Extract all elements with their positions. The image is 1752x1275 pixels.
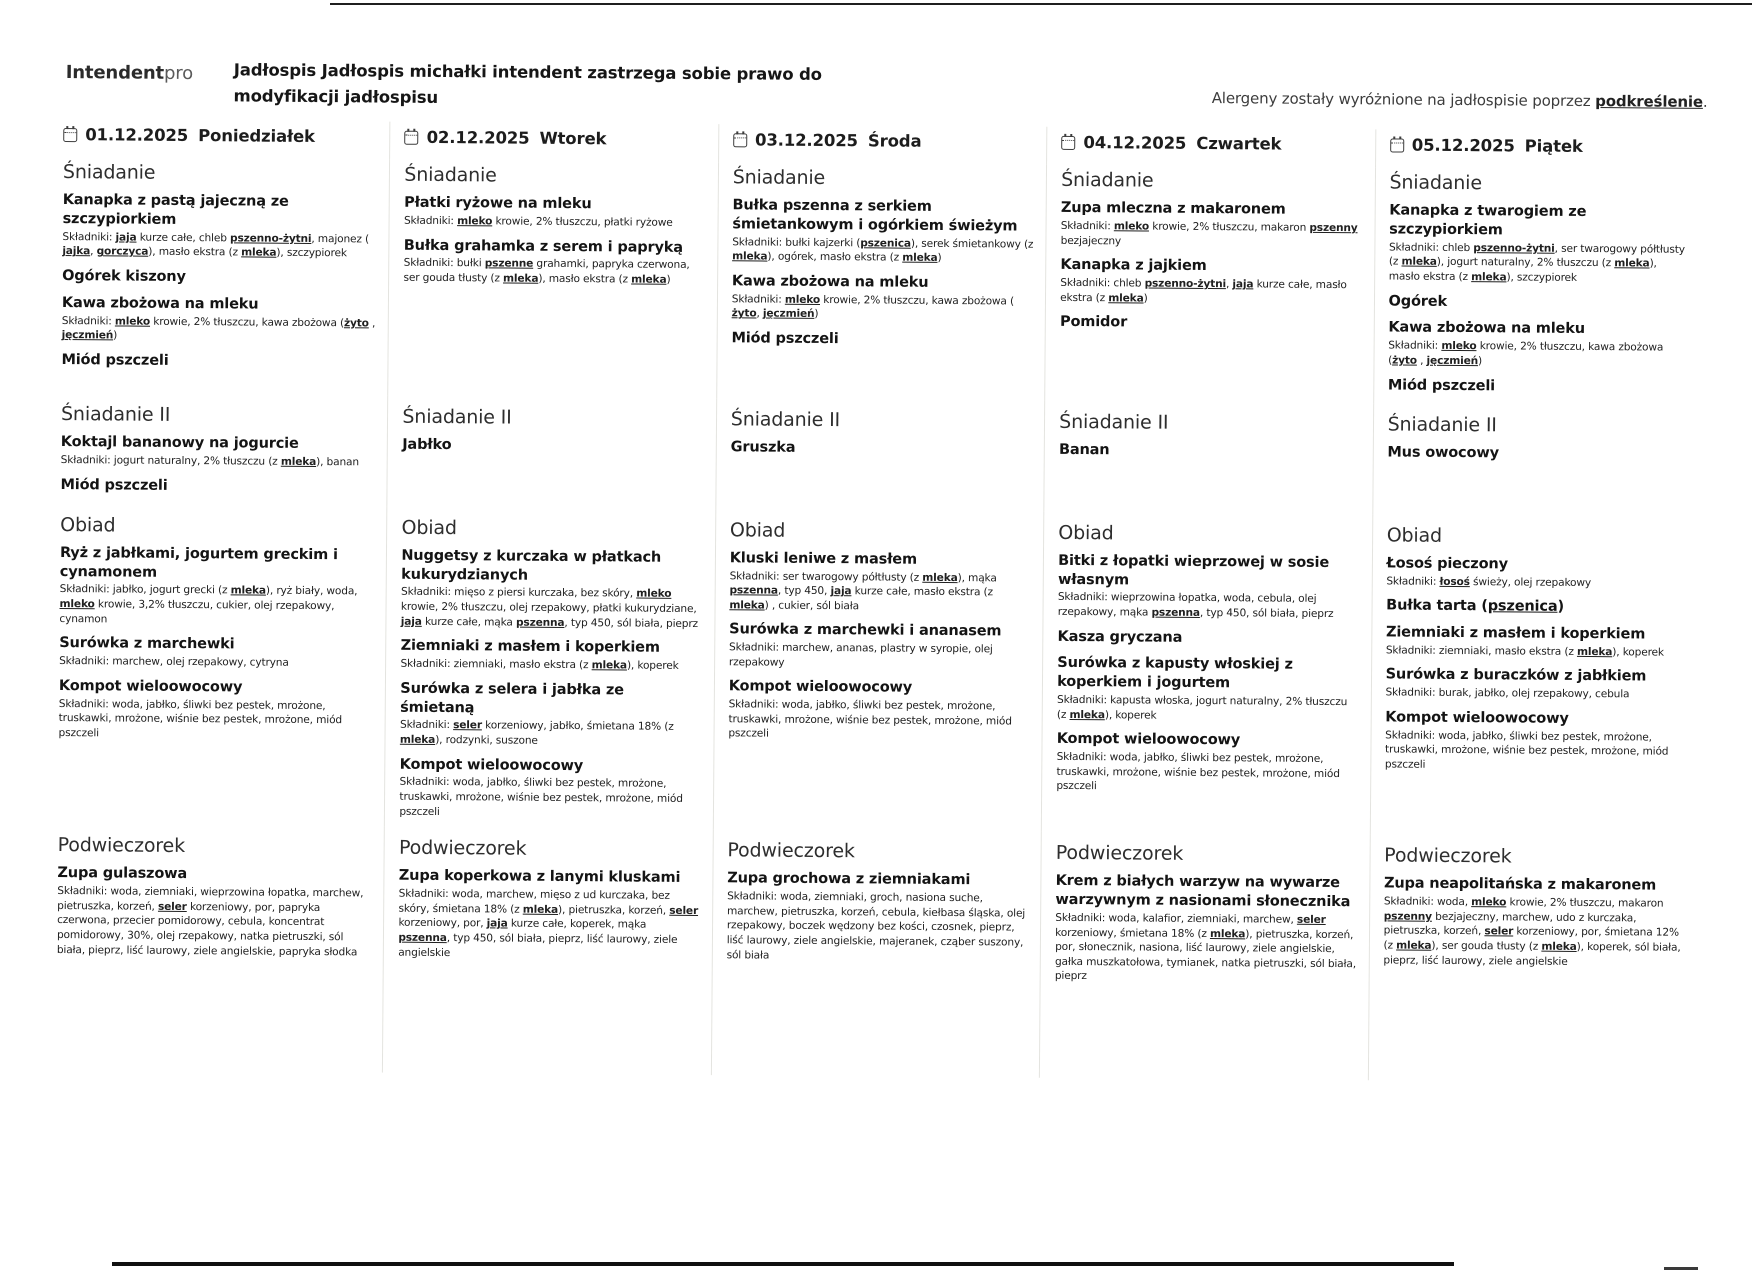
allergen-term: mleko	[636, 587, 672, 601]
dish-name: Pomidor	[1059, 314, 1128, 331]
dish-name: Surówka z selera i jabłka ze śmietaną	[400, 680, 624, 716]
allergen-term: mleka	[241, 246, 277, 260]
day-date: 01.12.2025	[85, 124, 189, 145]
dish-ingredients: Składniki: marchew, olej rzepakowy, cytryna	[59, 655, 289, 669]
allergen-note	[1212, 89, 1708, 111]
allergen-term: mleka	[1576, 645, 1613, 659]
dish-ingredients: Składniki: wieprzowina łopatka, woda, cebula, olej rzepakowy, mąka pszenna, typ 450, sól biała, pieprz	[1057, 591, 1334, 621]
dish-ingredients: Składniki: burak, jabłko, olej rzepakowy, cebula	[1385, 686, 1630, 701]
allergen-term: seler	[669, 904, 699, 917]
calendar-icon	[1061, 136, 1075, 150]
logo-text-suffix: pro	[163, 62, 194, 85]
meal-section-cell	[387, 396, 714, 509]
allergen-term: mleka	[230, 584, 266, 598]
dish-name: Ziemniaki z masłem i koperkiem	[1385, 624, 1646, 643]
allergen-term: jaja	[1232, 278, 1254, 291]
allergen-term: mleka	[922, 571, 958, 584]
dish-ingredients: Składniki: mleko krowie, 2% tłuszczu, płatki ryżowe	[403, 214, 673, 229]
dish-ingredients: Składniki: woda, jabłko, śliwki bez pestek, mrożone, truskawki, mrożone, wiśnie bez pestek, mrożone, miód pszczeli	[1384, 729, 1669, 771]
section-title: Śniadanie II	[730, 408, 841, 432]
allergen-term: seler	[1484, 925, 1514, 938]
dish-name: Kawa zbożowa na mleku	[1388, 319, 1585, 338]
day-weekday: Piątek	[1524, 136, 1583, 156]
dish-name: Nuggetsy z kurczaka w płatkach kukurydzianych	[401, 547, 662, 584]
allergen-term: seler	[157, 900, 187, 913]
allergen-term: pszenna	[398, 931, 447, 944]
allergen-term: mleka	[631, 273, 667, 286]
dish-name: Ziemniaki z masłem i koperkiem	[400, 637, 660, 656]
section-title: Śniadanie	[1389, 171, 1482, 195]
section-title: Obiad	[729, 518, 786, 542]
section-title: Śniadanie II	[402, 406, 512, 429]
dish-ingredients: Składniki: marchew, ananas, plastry w syropie, olej rzepakowy	[728, 641, 993, 669]
dish-ingredients: Składniki: jaja kurze całe, chleb pszenno-żytni, majonez ( jajka, gorczyca), masło ekstra (z mleka), szczypiorek	[62, 230, 370, 260]
allergen-term: mleko	[1471, 896, 1507, 909]
section-title: Podwieczorek	[57, 834, 186, 858]
dish-name: Kawa zbożowa na mleku	[61, 294, 259, 313]
dish-name: Ogórek	[1388, 293, 1448, 310]
dish-name: Surówka z marchewki i ananasem	[729, 621, 1002, 640]
allergen-term: pszenne	[484, 257, 534, 271]
section-title: Obiad	[1386, 524, 1443, 547]
section-title: Podwieczorek	[1055, 842, 1184, 866]
dish-name: Bułka pszenna z serkiem śmietankowym i ogórkiem świeżym	[732, 197, 1018, 235]
day-date: 04.12.2025	[1083, 132, 1187, 153]
dish-name: Zupa gulaszowa	[57, 865, 188, 883]
calendar-icon	[405, 131, 419, 145]
allergen-term: mleka	[902, 252, 938, 265]
allergen-term: mleka	[1108, 291, 1144, 305]
dish-name: Zupa neapolitańska z makaronem	[1383, 875, 1657, 894]
dish-name: Ogórek kiszony	[62, 268, 186, 286]
dish-name: Bitki z łopatki wieprzowej w sosie własnym	[1057, 552, 1330, 588]
dish-ingredients: Składniki: łosoś świeży, olej rzepakowy	[1386, 574, 1592, 589]
allergen-term: mleka	[732, 250, 768, 263]
day-weekday: Środa	[867, 130, 922, 151]
dish-name: Kasza gryczana	[1057, 628, 1183, 646]
meal-section-cell	[1372, 404, 1699, 517]
allergen-term: jęczmień	[762, 308, 815, 321]
allergen-term: żyto	[1392, 354, 1417, 367]
allergen-term: pszenica	[860, 237, 911, 250]
section-title: Podwieczorek	[727, 839, 855, 863]
dish-name: Kanapka z pastą jajeczną ze szczypiorkiem	[62, 192, 289, 228]
section-title: Śniadanie	[62, 161, 156, 184]
allergen-term: pszenna	[729, 584, 778, 597]
allergen-term: mleko	[1113, 220, 1150, 233]
allergen-term: jęczmień	[1426, 354, 1479, 368]
allergen-term: mleka	[502, 272, 539, 285]
section-title: Obiad	[60, 513, 116, 537]
section-title: Śniadanie II	[60, 403, 171, 427]
dish-ingredients: Składniki: kapusta włoska, jogurt naturalny, 2% tłuszczu (z mleka), koperek	[1056, 693, 1348, 722]
allergen-term: pszenno-żytni	[1473, 241, 1555, 255]
section-title: Śniadanie	[732, 166, 826, 190]
meal-section-cell	[59, 157, 387, 396]
dish-name: Miód pszczeli	[731, 330, 839, 348]
allergen-term: mleka	[591, 659, 628, 672]
section-title: Podwieczorek	[1384, 844, 1512, 868]
allergen-term: mleka	[1209, 927, 1246, 940]
allergen-term: pszenica	[1487, 598, 1558, 615]
allergen-term: mleka	[1396, 939, 1432, 952]
meal-section-cell	[1044, 165, 1372, 404]
dish-name: Mus owocowy	[1387, 444, 1499, 462]
dish-ingredients: Składniki: jogurt naturalny, 2% tłuszczu (z mleka), banan	[60, 454, 360, 469]
dish-name: Miód pszczeli	[60, 476, 168, 494]
dish-name: Surówka z buraczków z jabłkiem	[1385, 666, 1647, 685]
dish-ingredients: Składniki: woda, ziemniaki, wieprzowina łopatka, marchew, pietruszka, korzeń, seler korzeniowy, por, papryka czerwona, przecier pomidorowy, cebula, koncentrat pomidorowy, 30%, olej rzepakowy, natka pietruszki, sól biała, pieprz, liść laurowy, ziele angielskie, papryka słodka	[56, 885, 364, 958]
dish-name: Bułka tarta (pszenica)	[1386, 597, 1565, 615]
allergen-term: seler	[1296, 913, 1326, 926]
dish-ingredients: Składniki: mleko krowie, 2% tłuszczu, makaron pszenny bezjajeczny	[1060, 219, 1358, 247]
allergen-term: jaja	[830, 585, 852, 598]
allergen-note-period: .	[1702, 92, 1708, 111]
dish-ingredients: Składniki: woda, jabłko, śliwki bez pestek, mrożone, truskawki, mrożone, wiśnie bez pestek, mrożone, miód pszczeli	[728, 698, 1012, 741]
day-header	[61, 119, 388, 160]
allergen-term: pszenna	[515, 616, 565, 629]
calendar-icon	[733, 133, 747, 147]
day-weekday: Czwartek	[1196, 133, 1282, 154]
dish-ingredients: Składniki: seler korzeniowy, jabłko, śmietana 18% (z mleka), rodzynki, suszone	[399, 719, 674, 747]
day-date: 03.12.2025	[754, 130, 858, 150]
allergen-term: mleka	[1069, 708, 1105, 721]
dish-ingredients: Składniki: woda, mleko krowie, 2% tłuszczu, makaron pszenny bezjajeczny, marchew, udo z kurczaka, pietruszka, korzeń, seler korzeniowy, por, śmietana 12% (z mleka), ser gouda tłusty (z mleka), koperek, sól biała, pieprz, liść laurowy, ziele angielskie	[1383, 895, 1681, 968]
allergen-term: gorczyca	[96, 245, 149, 259]
dish-ingredients: Składniki: chleb pszenno-żytni, ser twarogowy półtłusty (z mleka), jogurt naturalny, 2% tłuszczu (z mleka), masło ekstra (z mleka), szczypiorek	[1388, 241, 1685, 284]
page-title: Jadłospis Jadłospis michałki intendent zastrzega sobie prawo do modyfikacji jadłospisu	[233, 60, 822, 107]
allergen-term: mleko	[1441, 340, 1477, 353]
dish-name: Łosoś pieczony	[1386, 555, 1508, 573]
dish-name: Miód pszczeli	[1387, 376, 1496, 394]
meal-section-cell	[715, 399, 1042, 512]
meal-section-cell	[1369, 514, 1698, 837]
dish-name: Ryż z jabłkami, jogurtem greckim i cynamonem	[59, 544, 338, 581]
dish-ingredients: Składniki: woda, marchew, mięso z ud kurczaka, bez skóry, śmietana 18% (z mleka), pietruszka, korzeń, seler korzeniowy, por, jaja kurze całe, koperek, mąka pszenna, typ 450, sól biała, pieprz, liść laurowy, ziele angielskie	[398, 887, 699, 959]
section-title: Podwieczorek	[398, 836, 527, 860]
allergen-term: żyto	[343, 316, 369, 330]
dish-ingredients: Składniki: mięso z piersi kurczaka, bez skóry, mleko krowie, 2% tłuszczu, olej rzepakowy, płatki kukurydziane, jaja kurze całe, mąka pszenna, typ 450, sól biała, pieprz	[400, 586, 699, 630]
dish-name: Surówka z marchewki	[59, 635, 235, 653]
allergen-term: mleka	[280, 455, 317, 469]
section-title: Śniadanie II	[1059, 411, 1169, 435]
dish-name: Kawa zbożowa na mleku	[731, 273, 929, 291]
allergen-note-text: Alergeny zostały wyróżnione na jadłospisie poprzez	[1211, 89, 1596, 111]
dish-ingredients: Składniki: mleko krowie, 2% tłuszczu, kawa zbożowa (żyto , jęczmień)	[1388, 339, 1664, 368]
allergen-term: jaja	[400, 615, 422, 628]
dish-name: Płatki ryżowe na mleku	[404, 194, 592, 213]
allergen-note-highlight: podkreślenie	[1595, 92, 1704, 111]
dish-ingredients: Składniki: woda, jabłko, śliwki bez pestek, mrożone, truskawki, mrożone, wiśnie bez pestek, mrożone, miód pszczeli	[58, 697, 343, 740]
dish-name: Kanapka z jajkiem	[1060, 257, 1207, 275]
dish-ingredients: Składniki: jabłko, jogurt grecki (z mleka), ryż biały, woda, mleko krowie, 3,2% tłuszczu, cukier, olej rzepakowy, cynamon	[59, 583, 358, 625]
dish-ingredients: Składniki: mleko krowie, 2% tłuszczu, kawa zbożowa ( żyto, jęczmień)	[731, 293, 1015, 321]
dish-ingredients: Składniki: mleko krowie, 2% tłuszczu, kawa zbożowa (żyto , jęczmień)	[61, 314, 376, 342]
dish-ingredients: Składniki: ziemniaki, masło ekstra (z mleka), koperek	[1385, 644, 1664, 659]
intendentpro-logo	[66, 62, 234, 84]
scan-artifact-bottom-mark	[1664, 1267, 1698, 1270]
section-title: Śniadanie	[1061, 168, 1154, 192]
meal-section-cell	[56, 504, 385, 827]
dish-name: Zupa koperkowa z lanymi kluskami	[398, 867, 681, 887]
dish-name: Banan	[1058, 442, 1110, 459]
menu-grid	[0, 109, 1751, 1084]
dish-ingredients: Składniki: ziemniaki, masło ekstra (z mleka), koperek	[400, 657, 679, 672]
dish-ingredients: Składniki: bułki kajzerki (pszenica), serek śmietankowy (z mleka), ogórek, masło ekstra (z mleka)	[732, 236, 1034, 265]
dish-name: Surówka z kapusty włoskiej z koperkiem i jogurtem	[1057, 655, 1293, 692]
allergen-term: mleka	[1471, 271, 1507, 284]
day-header	[718, 124, 1045, 165]
meal-section-cell	[54, 824, 382, 1073]
allergen-term: jajka	[62, 245, 91, 258]
allergen-term: łosoś	[1439, 575, 1470, 588]
meal-section-cell	[713, 509, 1042, 832]
meal-section-cell	[384, 506, 713, 829]
scan-artifact-bottom-line	[112, 1262, 1454, 1266]
dish-name: Zupa grochowa z ziemniakami	[727, 870, 971, 889]
allergen-term: pszenno-żytni	[229, 232, 312, 245]
section-title: Obiad	[401, 516, 457, 539]
allergen-term: mleka	[1401, 255, 1437, 269]
dish-name: Kompot wieloowocowy	[1385, 709, 1569, 727]
day-header	[1375, 129, 1702, 170]
allergen-term: pszenny	[1309, 221, 1358, 235]
meal-section-cell	[382, 827, 710, 1076]
dish-name: Kluski leniwe z masłem	[729, 549, 918, 568]
allergen-term: jaja	[486, 917, 508, 930]
section-title: Śniadanie	[404, 163, 497, 187]
allergen-term: pszenno-żytni	[1144, 277, 1227, 291]
dish-name: Koktajl bananowy na jogurcie	[60, 434, 299, 453]
meal-section-cell	[58, 393, 385, 506]
dish-name: Krem z białych warzyw na wywarze warzywnym z nasionami słonecznika	[1055, 873, 1351, 911]
day-weekday: Poniedziałek	[198, 125, 315, 146]
dish-name: Kompot wieloowocowy	[399, 756, 584, 774]
allergen-term: pszenny	[1383, 910, 1432, 923]
allergen-term: mleko	[114, 315, 151, 328]
allergen-term: seler	[453, 719, 482, 732]
dish-ingredients: Składniki: chleb pszenno-żytni, jaja kurze całe, masło ekstra (z mleka)	[1060, 276, 1347, 305]
allergen-term: mleko	[59, 597, 95, 611]
section-title: Śniadanie II	[1387, 413, 1497, 437]
meal-section-cell	[716, 162, 1044, 401]
allergen-term: mleka	[729, 599, 765, 612]
meal-section-cell	[1367, 835, 1695, 1084]
day-header	[1046, 127, 1373, 168]
allergen-term: mleko	[457, 215, 493, 228]
dish-name: Kompot wieloowocowy	[728, 678, 913, 697]
day-header	[389, 122, 716, 163]
allergen-term: mleka	[522, 903, 559, 916]
allergen-term: mleko	[784, 293, 821, 306]
dish-ingredients: Składniki: woda, jabłko, śliwki bez pestek, mrożone, truskawki, mrożone, wiśnie bez pestek, mrożone, miód pszczeli	[1056, 751, 1340, 793]
dish-name: Jabłko	[402, 437, 452, 454]
dish-name: Bułka grahamka z serem i papryką	[403, 237, 683, 256]
dish-ingredients: Składniki: bułki pszenne grahamki, papryka czerwona, ser gouda tłusty (z mleka), masło ekstra (z mleka)	[403, 257, 690, 286]
allergen-term: żyto	[731, 307, 757, 320]
meal-section-cell	[1044, 401, 1371, 514]
day-date: 02.12.2025	[426, 127, 530, 148]
meal-section-cell	[1373, 167, 1701, 406]
day-date: 05.12.2025	[1411, 135, 1515, 156]
dish-name: Gruszka	[730, 439, 796, 457]
scan-artifact-top-line	[330, 3, 1752, 5]
dish-name: Miód pszczeli	[61, 351, 169, 369]
dish-name: Kompot wieloowocowy	[58, 677, 243, 696]
dish-name: Kanapka z twarogiem ze szczypiorkiem	[1389, 202, 1587, 239]
section-title: Obiad	[1058, 521, 1114, 544]
allergen-term: jaja	[115, 231, 137, 244]
dish-ingredients: Składniki: woda, jabłko, śliwki bez pestek, mrożone, truskawki, mrożone, wiśnie bez pestek, mrożone, miód pszczeli	[399, 776, 683, 818]
dish-name: Kompot wieloowocowy	[1056, 731, 1241, 749]
meal-section-cell	[711, 829, 1039, 1078]
meal-section-cell	[388, 160, 716, 399]
dish-name: Zupa mleczna z makaronem	[1060, 199, 1286, 218]
calendar-icon	[63, 128, 77, 142]
dish-ingredients: Składniki: ser twarogowy półtłusty (z mleka), mąka pszenna, typ 450, jaja kurze całe, masło ekstra (z mleka) , cukier, sól biała	[729, 569, 997, 613]
day-weekday: Wtorek	[539, 128, 607, 148]
allergen-term: mleka	[399, 733, 436, 746]
allergen-term: pszenna	[1151, 606, 1200, 619]
meal-section-cell	[1041, 511, 1370, 834]
calendar-icon	[1390, 139, 1404, 153]
allergen-term: mleka	[1614, 257, 1650, 270]
dish-ingredients: Składniki: woda, kalafior, ziemniaki, marchew, seler korzeniowy, śmietana 18% (z mleka), pietruszka, korzeń, por, słonecznik, nasiona, liść laurowy, ziele angielskie, gałka muszkatołowa, tymianek, natka pietruszki, sól biała, pieprz	[1054, 911, 1357, 983]
dish-ingredients: Składniki: woda, ziemniaki, groch, nasiona suche, marchew, pietruszka, korzeń, cebula, kiełbasa śląska, olej rzepakowy, boczek wędzony bez kości, czosnek, pieprz, liść laurowy, ziele angielskie, majeranek, cząber suszony, sól biała	[726, 890, 1026, 962]
allergen-term: jęczmień	[61, 329, 114, 342]
logo-text-prefix: Intendent	[65, 62, 165, 84]
allergen-term: mleka	[1541, 940, 1577, 953]
meal-section-cell	[1039, 832, 1367, 1081]
